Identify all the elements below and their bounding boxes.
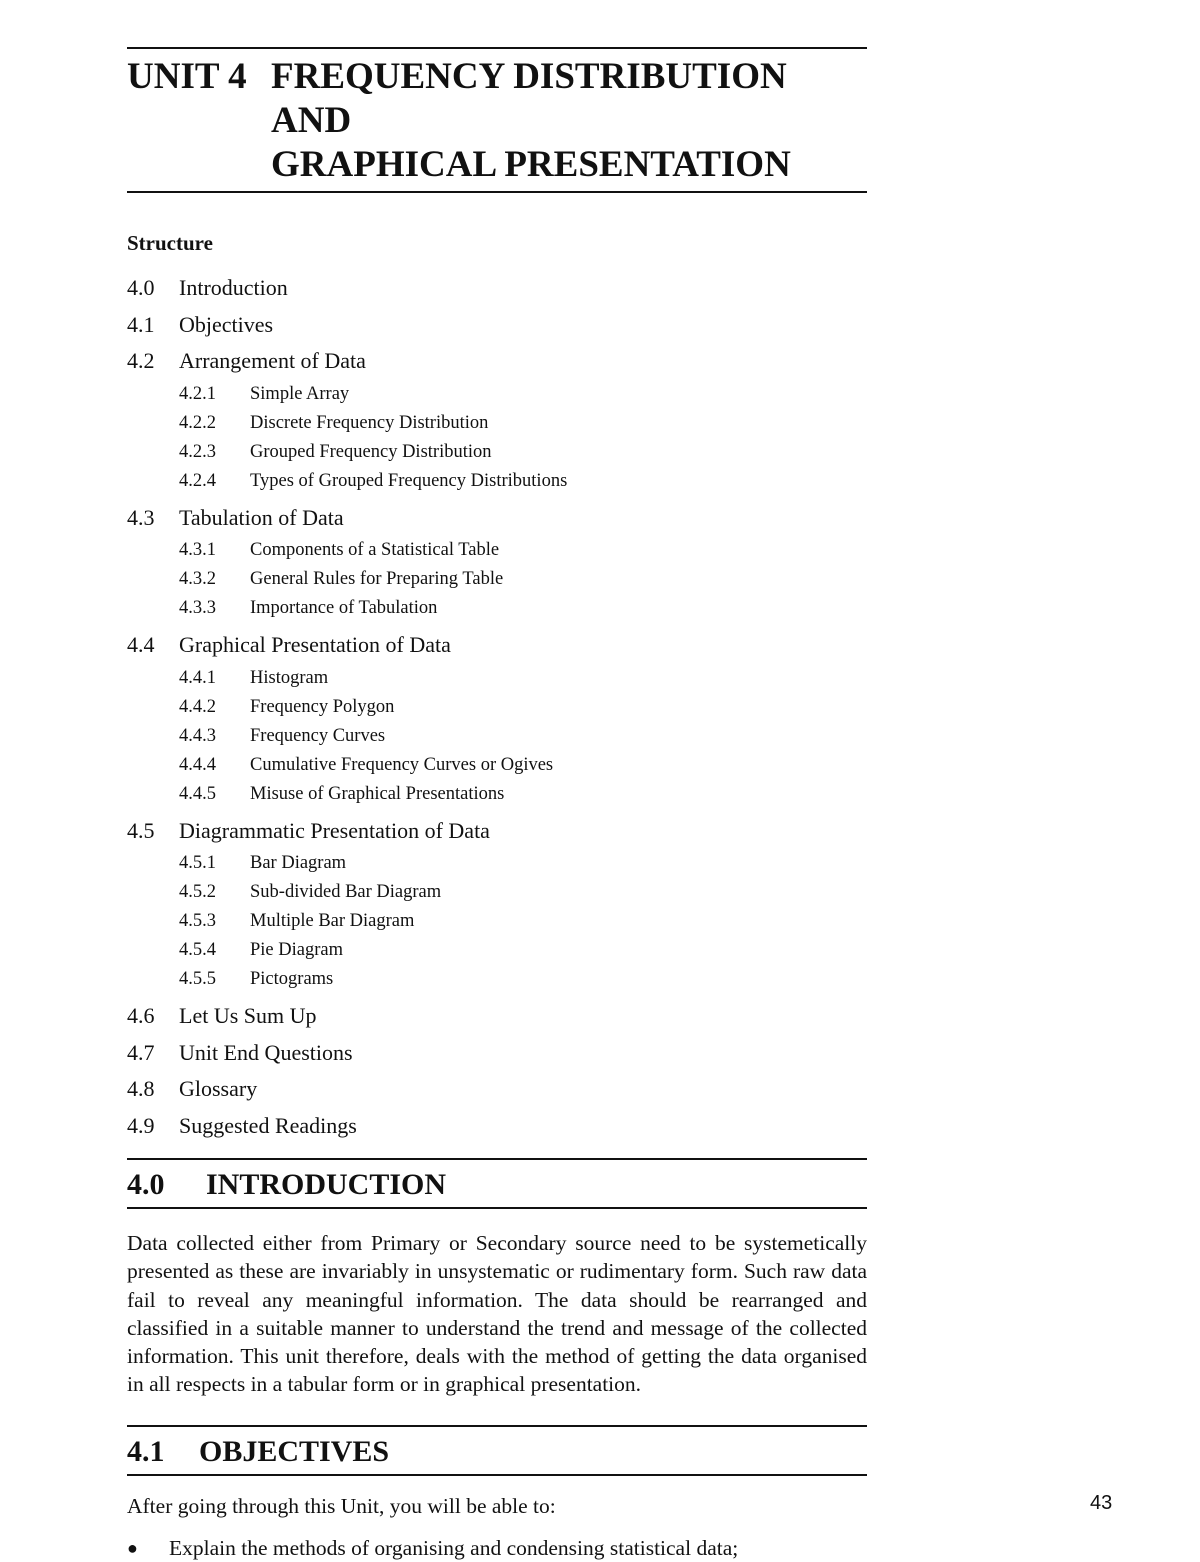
toc-subentry-number: 4.5.5 bbox=[179, 969, 216, 989]
toc-subentry-label: Discrete Frequency Distribution bbox=[250, 412, 489, 433]
toc-entry-number: 4.3 bbox=[127, 504, 155, 530]
toc-subentry bbox=[127, 693, 867, 722]
section-number: 4.0 bbox=[127, 1168, 165, 1201]
bullet-icon: ● bbox=[127, 1538, 138, 1559]
objectives-intro: After going through this Unit, you will be able to: bbox=[127, 1493, 556, 1518]
toc-subentry-number: 4.3.3 bbox=[179, 598, 216, 618]
toc-subentry-label: Frequency Polygon bbox=[250, 696, 395, 717]
introduction-heading bbox=[127, 1160, 867, 1209]
toc-entry bbox=[127, 627, 867, 664]
toc-subentry-label: Histogram bbox=[250, 667, 329, 688]
toc-subentry-number: 4.4.5 bbox=[179, 783, 216, 804]
toc-entry-label: Diagrammatic Presentation of Data bbox=[179, 817, 490, 843]
toc-subentry-label: General Rules for Preparing Table bbox=[250, 569, 504, 589]
toc-entry-label: Unit End Questions bbox=[179, 1039, 353, 1065]
toc-subentry-label: Types of Grouped Frequency Distributions bbox=[250, 470, 568, 491]
toc-subentry-label: Multiple Bar Diagram bbox=[250, 911, 415, 931]
toc-entry-number: 4.0 bbox=[127, 275, 155, 300]
toc-entry bbox=[127, 307, 867, 344]
toc-entry bbox=[127, 1108, 867, 1145]
toc-entry-label: Glossary bbox=[179, 1076, 258, 1101]
document-page bbox=[127, 47, 867, 1562]
toc-subentry bbox=[127, 751, 867, 780]
toc-subentry bbox=[127, 380, 867, 409]
toc-subentry-label: Grouped Frequency Distribution bbox=[250, 441, 492, 462]
toc-subentry-number: 4.5.4 bbox=[179, 940, 216, 960]
toc-subentry bbox=[127, 409, 867, 438]
toc-subentry-number: 4.4.3 bbox=[179, 725, 216, 746]
unit-title bbox=[271, 55, 867, 187]
toc-subentry bbox=[127, 878, 867, 907]
unit-title-line-1: FREQUENCY DISTRIBUTION AND bbox=[271, 56, 787, 141]
introduction-paragraph: Data collected either from Primary or Secondary source need to be systemetically presented as these are invariably in unsystematic or rudimentary form. Such raw data fail to reveal any meaningful information. The data should be rearranged and classified in a suitable manner to understand the trend and message of the collected information. This unit therefore, deals with the method of getting the data organised in all respects in a tabular form or in graphical presentation. bbox=[127, 1231, 867, 1397]
toc-entry bbox=[127, 343, 867, 380]
toc-subentry bbox=[127, 536, 867, 565]
objectives-heading bbox=[127, 1427, 867, 1476]
toc-entry-number: 4.7 bbox=[127, 1039, 155, 1065]
toc-entry bbox=[127, 1035, 867, 1072]
page-number: 43 bbox=[1090, 1492, 1113, 1514]
toc-entry bbox=[127, 813, 867, 850]
toc-entry-number: 4.8 bbox=[127, 1076, 155, 1101]
toc-entry-label: Objectives bbox=[179, 311, 274, 337]
toc-entry bbox=[127, 270, 867, 307]
toc-subentry-label: Bar Diagram bbox=[250, 853, 347, 873]
toc-subentry bbox=[127, 664, 867, 693]
toc-subentry bbox=[127, 438, 867, 467]
toc-subentry bbox=[127, 965, 867, 994]
structure-heading: Structure bbox=[127, 231, 213, 255]
toc-entry-label: Tabulation of Data bbox=[179, 504, 344, 530]
toc-subentry bbox=[127, 780, 867, 809]
toc-entry-label: Graphical Presentation of Data bbox=[179, 632, 451, 657]
toc-subentry-number: 4.5.3 bbox=[179, 911, 216, 931]
unit-number: UNIT 4 bbox=[127, 56, 247, 97]
toc-subentry bbox=[127, 722, 867, 751]
objectives-list bbox=[127, 1534, 867, 1562]
section-title: OBJECTIVES bbox=[199, 1434, 390, 1468]
toc-subentry-label: Pie Diagram bbox=[250, 940, 343, 960]
toc-subentry-number: 4.4.1 bbox=[179, 667, 216, 688]
toc-entry-number: 4.1 bbox=[127, 311, 155, 337]
toc-subentry-number: 4.2.1 bbox=[179, 383, 216, 404]
list-item bbox=[127, 1534, 867, 1562]
toc-entry-number: 4.5 bbox=[127, 817, 155, 843]
toc-entry bbox=[127, 1071, 867, 1108]
toc-subentry bbox=[127, 467, 867, 496]
toc-subentry-label: Frequency Curves bbox=[250, 725, 386, 746]
toc-entry-label: Let Us Sum Up bbox=[179, 1003, 317, 1028]
toc-entry-number: 4.2 bbox=[127, 348, 155, 373]
title-bottom-rule bbox=[127, 191, 867, 193]
unit-header bbox=[127, 49, 867, 191]
toc-entry bbox=[127, 998, 867, 1035]
toc-subentry bbox=[127, 907, 867, 936]
toc-subentry-number: 4.4.2 bbox=[179, 696, 216, 717]
toc-entry-number: 4.9 bbox=[127, 1112, 155, 1138]
table-of-contents bbox=[127, 270, 867, 1144]
toc-subentry-label: Cumulative Frequency Curves or Ogives bbox=[250, 754, 554, 775]
toc-entry-number: 4.6 bbox=[127, 1003, 155, 1028]
toc-entry-label: Introduction bbox=[179, 275, 288, 300]
section-number: 4.1 bbox=[127, 1434, 165, 1468]
toc-subentry bbox=[127, 565, 867, 594]
toc-subentry-label: Components of a Statistical Table bbox=[250, 540, 500, 560]
toc-subentry-number: 4.3.1 bbox=[179, 540, 216, 560]
toc-subentry bbox=[127, 849, 867, 878]
toc-subentry-label: Pictograms bbox=[250, 969, 334, 989]
toc-subentry-label: Sub-divided Bar Diagram bbox=[250, 882, 442, 902]
list-item-text: Explain the methods of organising and condensing statistical data; bbox=[169, 1536, 739, 1561]
toc-entry-label: Suggested Readings bbox=[179, 1112, 357, 1138]
toc-entry-number: 4.4 bbox=[127, 632, 155, 657]
toc-subentry-number: 4.5.1 bbox=[179, 853, 216, 873]
toc-entry-label: Arrangement of Data bbox=[179, 348, 366, 373]
toc-subentry-number: 4.3.2 bbox=[179, 569, 216, 589]
toc-subentry-number: 4.4.4 bbox=[179, 754, 216, 775]
toc-subentry bbox=[127, 936, 867, 965]
toc-subentry-number: 4.5.2 bbox=[179, 882, 216, 902]
toc-subentry-label: Misuse of Graphical Presentations bbox=[250, 783, 505, 804]
toc-subentry-label: Importance of Tabulation bbox=[250, 598, 438, 618]
unit-title-line-2: GRAPHICAL PRESENTATION bbox=[271, 144, 791, 185]
toc-entry bbox=[127, 500, 867, 537]
section-title: INTRODUCTION bbox=[206, 1168, 447, 1201]
toc-subentry-number: 4.2.4 bbox=[179, 470, 216, 491]
toc-subentry-label: Simple Array bbox=[250, 383, 350, 404]
toc-subentry-number: 4.2.2 bbox=[179, 412, 216, 433]
toc-subentry-number: 4.2.3 bbox=[179, 441, 216, 462]
toc-subentry bbox=[127, 594, 867, 623]
